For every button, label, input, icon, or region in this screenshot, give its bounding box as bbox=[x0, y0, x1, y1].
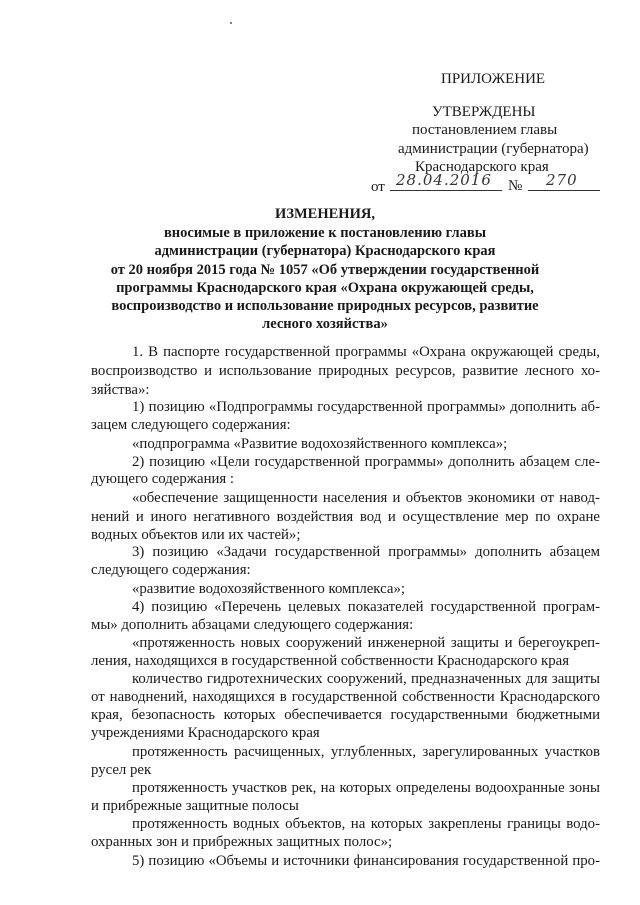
body-line: русел рек bbox=[91, 762, 152, 778]
body-line: зацем следующего содержания: bbox=[91, 417, 291, 433]
doc-title-line-1: ИЗМЕНЕНИЯ, bbox=[275, 206, 375, 222]
date-prefix: от bbox=[371, 179, 385, 195]
body-line: количество гидротехнических сооружений, предназначенных для защиты bbox=[132, 671, 600, 687]
doc-title-line-5: программы Краснодарского края «Охрана окружающей среды, bbox=[116, 280, 534, 296]
approved-label: УТВЕРЖДЕНЫ bbox=[432, 104, 536, 120]
body-line: «обеспечение защищенности населения и объектов экономики от навод- bbox=[132, 490, 600, 506]
body-line: и прибрежные защитные полосы bbox=[91, 798, 299, 814]
body-line: учреждениями Краснодарского края bbox=[91, 725, 320, 741]
body-line: 1. В паспорте государственной программы «Охрана окружающей среды, bbox=[132, 344, 600, 360]
number-underline bbox=[528, 190, 600, 191]
doc-title-line-2: вносимые в приложение к постановлению главы bbox=[163, 225, 487, 241]
body-line: 2) позицию «Цели государственной программы» дополнить абзацем сле- bbox=[132, 454, 600, 470]
body-line: «подпрограмма «Развитие водохозяйственного комплекса»; bbox=[132, 436, 508, 452]
body-line: водных объектов или их частей»; bbox=[91, 527, 301, 543]
date-handwritten: 28.04.2016 bbox=[396, 171, 492, 189]
body-line: 3) позицию «Задачи государственной программы» дополнить абзацем bbox=[132, 544, 600, 560]
appendix-label: ПРИЛОЖЕНИЕ bbox=[441, 71, 546, 87]
doc-title-line-7: лесного хозяйства» bbox=[262, 316, 388, 332]
body-line: протяженность участков рек, на которых определены водоохранные зоны bbox=[132, 780, 600, 796]
body-line: 1) позицию «Подпрограммы государственной программы» дополнить аб- bbox=[132, 399, 600, 415]
body-line: следующего содержания: bbox=[91, 562, 251, 578]
body-line: дующего содержания : bbox=[91, 471, 235, 487]
body-line: мы» дополнить абзацами следующего содержания: bbox=[91, 617, 414, 633]
body-line: протяженность водных объектов, на которых закреплены границы водо- bbox=[132, 816, 600, 832]
approved-by-line-2: администрации (губернатора) bbox=[398, 141, 589, 157]
body-line: охранных зон и прибрежных защитных полос»; bbox=[91, 834, 393, 850]
doc-title-line-4: от 20 ноября 2015 года № 1057 «Об утверждении государственной bbox=[110, 262, 540, 278]
approved-by-line-1: постановлением главы bbox=[412, 122, 558, 138]
body-line: воспроизводство и использование природных ресурсов, развитие лесного хо- bbox=[91, 363, 600, 379]
body-line: зяйства»: bbox=[91, 382, 150, 398]
doc-title-line-3: администрации (губернатора) Краснодарского края bbox=[154, 243, 496, 259]
approved-by-line-3: Краснодарского края bbox=[415, 159, 549, 175]
body-line: нений и иного негативного воздействия вод и осуществление мер по охране bbox=[91, 509, 600, 525]
scan-speck bbox=[230, 22, 232, 24]
body-line: от наводнений, находящихся в государственной собственности Краснодарского bbox=[91, 689, 600, 705]
number-prefix: № bbox=[508, 178, 523, 194]
body-line: 4) позицию «Перечень целевых показателей государственной програм- bbox=[132, 599, 600, 615]
body-line: «развитие водохозяйственного комплекса»; bbox=[132, 581, 405, 597]
body-line: края, безопасность которых обеспечивается государственными бюджетными bbox=[91, 707, 600, 723]
body-line: протяженность расчищенных, углубленных, зарегулированных участков bbox=[132, 744, 600, 760]
doc-title-line-6: воспроизводство и использование природных ресурсов, развитие bbox=[111, 298, 539, 314]
body-line: «протяженность новых сооружений инженерной защиты и берегоукреп- bbox=[132, 635, 600, 651]
body-line: 5) позицию «Объемы и источники финансирования государственной про- bbox=[132, 853, 600, 869]
date-underline bbox=[390, 190, 502, 191]
body-line: ления, находящихся в государственной собственности Краснодарского края bbox=[91, 653, 570, 669]
number-handwritten: 270 bbox=[546, 171, 578, 189]
